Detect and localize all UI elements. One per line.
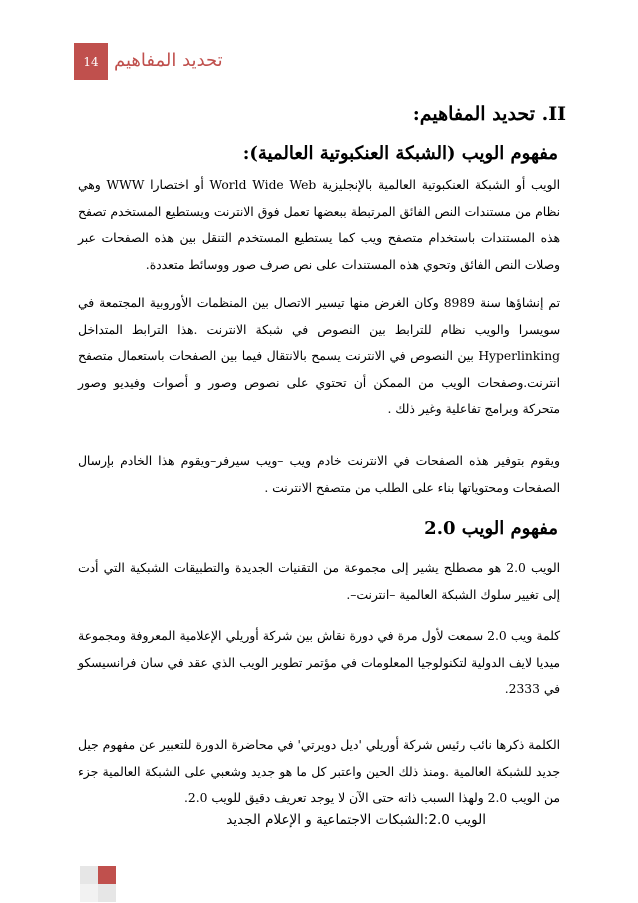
web2-paragraph-1: الويب 2.0 هو مصطلح يشير إلى مجموعة من التقنيات الجديدة والتطبيقات الشبكية التي أدت إلى تغيير سلوك الشبكة العالمية –انترنت–. — [78, 561, 560, 602]
web-concept-heading: مفهوم الويب (الشبكة العنكبوتية العالمية): — [242, 143, 558, 164]
web-paragraph-2: تم إنشاؤها سنة 8989 وكان الغرض منها تيسير الاتصال بين المنظمات الأوروبية المجتمعة في سويسرا والويب نظام للترابط بين النصوص في شبكة الانترنت .هذا الترابط المتداخل Hyperlinking بين النصوص في الانترنت يسمح بالانتقال فيما بين الصفحات باستعمال متصفح انترنت.وصفحات الويب من الممكن أن تحتوي على نصوص وصور و أصوات وفيديو وصور متحركة وبرامج تفاعلية وغير ذلك . — [78, 296, 561, 416]
footer-caption: الويب 2.0:الشبكات الاجتماعية و الإعلام الجديد — [226, 812, 486, 828]
web-paragraph-3: ويقوم بتوفير هذه الصفحات في الانترنت خادم ويب –ويب سيرفر–ويقوم هذا الخادم بإرسال الصفحات ومحتوياتها بناء على الطلب من متصفح الانترنت . — [78, 454, 560, 495]
header-title: تحديد المفاهيم — [114, 50, 223, 71]
decor-square — [80, 866, 98, 884]
concepts-heading: II. تحديد المفاهيم: — [412, 103, 566, 125]
web-paragraph-1: الويب أو الشبكة العنكبوتية العالمية بالإنجليزية World Wide Web أو اختصارا WWW وهي نظام من مستندات النص الفائق المرتبطة ببعضها تعمل فوق الانترنت ويستطيع المستخدم تصفح هذه المستندات باستخدام متصفح ويب كما يستطيع المستخدم التنقل بين هذه الصفحات عبر وصلات النص الفائق وتحوي هذه المستندات على نص صرف صور ووسائط متعددة. — [78, 178, 561, 272]
decor-square — [80, 884, 98, 902]
web2-paragraph-3: الكلمة ذكرها نائب رئيس شركة أوريلي 'ديل دويرتي' في محاضرة الدورة للتعبير عن مفهوم جيل جديد للشبكة العالمية .ومنذ ذلك الحين واعتبر كل ما هو جديد وشعبي على الشبكة العالمية جزء من الويب 2.0 ولهذا السبب ذاته حتى الآن لا يوجد تعريف دقيق للويب 2.0. — [78, 738, 560, 805]
page-number: 14 — [83, 54, 99, 69]
page-number-badge — [74, 43, 108, 80]
decor-square-accent — [98, 866, 116, 884]
decor-square — [98, 884, 116, 902]
web2-concept-heading: مفهوم الويب 2.0 — [424, 518, 558, 539]
web2-paragraph-2: كلمة ويب 2.0 سمعت لأول مرة في دورة نقاش بين شركة أوريلي الإعلامية المعروفة ومجموعة ميديا لايف الدولية لتكنولوجيا المعلومات في مؤتمر تطوير الويب الذي عقد في سان فرانسيسكو في 2333. — [78, 629, 560, 696]
